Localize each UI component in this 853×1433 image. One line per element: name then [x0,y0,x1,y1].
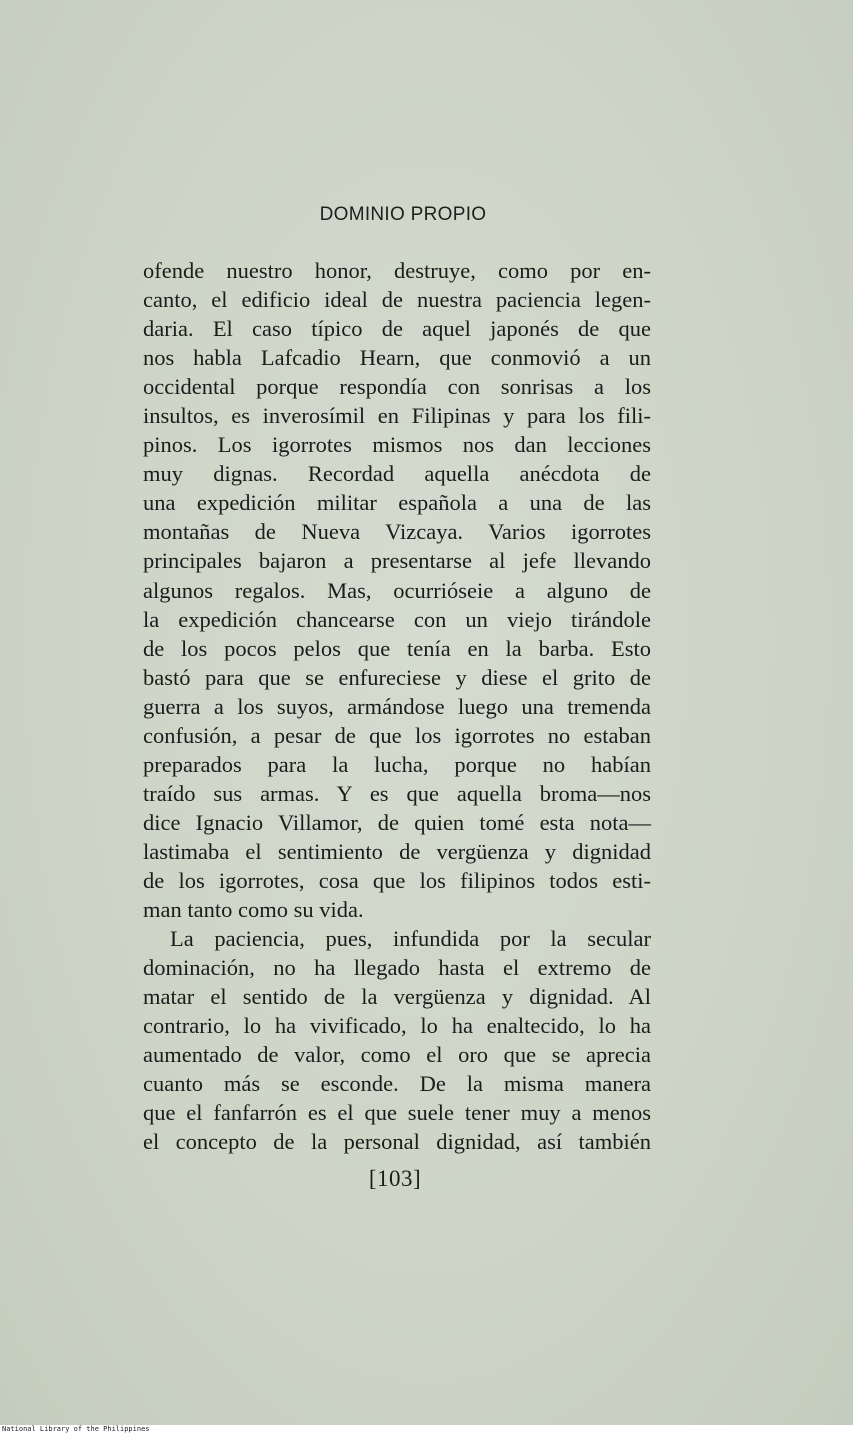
text-line: canto, el edificio ideal de nuestra paciencia legen- [143,287,651,313]
text-line: preparados para la lucha, porque no habían [143,751,651,777]
text-line: nos habla Lafcadio Hearn, que conmovió a un [143,345,651,371]
text-line: una expedición militar española a una de las [143,490,651,516]
text-line: algunos regalos. Mas, ocurrióseie a alguno de [143,577,651,603]
running-head: DOMINIO PROPIO [319,204,487,225]
text-line: principales bajaron a presentarse al jefe llevando [143,548,651,574]
text-line: de los pocos pelos que tenía en la barba. Esto [143,635,651,661]
text-line: de los igorrotes, cosa que los filipinos todos esti- [143,867,651,893]
text-line: occidental porque respondía con sonrisas a los [143,374,651,400]
text-line: dominación, no ha llegado hasta el extremo de [143,955,651,981]
text-line: el concepto de la personal dignidad, así también [143,1129,651,1155]
text-line: La paciencia, pues, infundida por la secular [170,926,651,952]
text-line: que el fanfarrón es el que suele tener muy a menos [143,1100,651,1126]
body-text [143,256,651,1156]
text-line: muy dignas. Recordad aquella anécdota de [143,461,651,487]
text-line: contrario, lo ha vivificado, lo ha enaltecido, lo ha [143,1013,651,1039]
text-line: montañas de Nueva Vizcaya. Varios igorrotes [143,519,651,545]
text-line: ofende nuestro honor, destruye, como por en- [143,258,651,283]
library-credit: National Library of the Philippines [2,1425,150,1433]
text-line: daria. El caso típico de aquel japonés de que [143,316,651,342]
text-line: bastó para que se enfureciese y diese el grito de [143,664,651,690]
text-line: dice Ignacio Villamor, de quien tomé esta nota— [143,809,651,835]
text-line: matar el sentido de la vergüenza y dignidad. Al [143,984,651,1010]
text-line: traído sus armas. Y es que aquella broma—nos [143,780,651,806]
text-line: pinos. Los igorrotes mismos nos dan lecciones [143,432,651,458]
text-line: cuanto más se esconde. De la misma manera [143,1071,651,1097]
text-line: confusión, a pesar de que los igorrotes no estaban [143,722,651,748]
text-line: guerra a los suyos, armándose luego una tremenda [143,693,651,719]
text-line: lastimaba el sentimiento de vergüenza y dignidad [143,838,651,864]
text-line: aumentado de valor, como el oro que se aprecia [143,1042,651,1068]
text-line: insultos, es inverosímil en Filipinas y para los fili- [143,403,651,429]
page-number: [103] [368,1166,422,1191]
text-line: la expedición chancearse con un viejo tirándole [143,606,651,632]
text-line: man tanto como su vida. [143,897,364,923]
